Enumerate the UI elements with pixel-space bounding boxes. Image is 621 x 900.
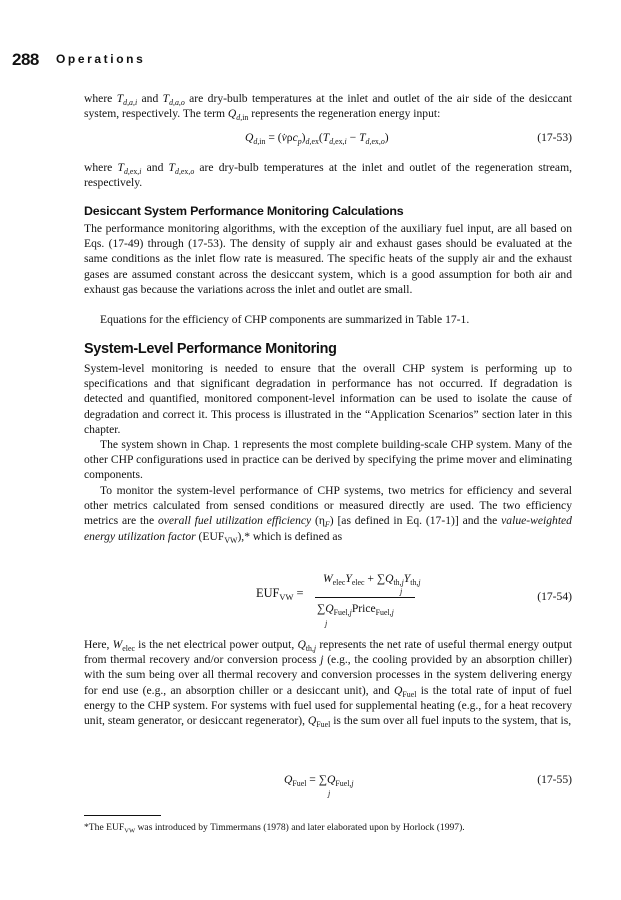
equation-17-54-denominator: $\sum Q_{Fuel,j}Price_{Fuel,j}$ [317,602,394,617]
paragraph-monitoring-algorithms: The performance monitoring algorithms, with the exception of the auxiliary fuel input, are all based on Eqs. (17-49) through (17-53). The density of supply air and exhaust gases should be evaluated at the same conditions as the inlet flow rate is measured. The specific heats of the supply air and the exhaust gases are assumed constant across the desiccant system, which is a good assumption for both air and exhaust gas because the variations across the inlet and outlet are small. [84,222,572,296]
equation-17-55: $Q_{Fuel} = \sum Q_{Fuel,j}$ [284,773,354,788]
paragraph-table-reference: Equations for the efficiency of CHP components are summarized in Table 17-1. [100,313,470,326]
paragraph-temperatures-regeneration: where $T_{d,ex,i}$ and $T_{d,ex,o}$ are dry-bulb temperatures at the inlet and outlet of the regeneration stream, respectively. [84,161,572,190]
page-number: 288 [12,50,39,69]
equation-17-53: $Q_{d,in}$ = $(v̇\rho c_p)_{d,ex}(T_{d,ex,i} - T_{d,ex,o})$ [245,131,389,146]
equation-17-54-sum-index-top: j [400,587,403,596]
equation-17-54-lhs: $EUF_{VW}$ = [256,586,304,602]
paragraph-chp-configurations: The system shown in Chap. 1 represents the most complete building-scale CHP system. Many of the other CHP configurations used in practice can be derived by specifying the prime mover and eliminating components. [84,438,572,482]
paragraph-equation-variables: Here, $W_{elec}$ is the net electrical power output, $Q_{th,j}$ represents the net rate of useful thermal energy output from thermal recovery and/or conversion process j (e.g., the cooling provided by an absorption chiller) with the sum being over all thermal recovery and conversion processes in the system delivering energy for end use (e.g., an absorption chiller or a desiccant unit), and $Q_{Fuel}$ is the total rate of input of fuel energy to the CHP system. For systems with fuel used for supplemental heating (e.g., for a heat recovery unit, steam generator, or desiccant regenerator), $Q_{Fuel}$ is the sum over all fuel inputs to the system, that is, [84,638,572,729]
paragraph-temperatures-air-side: where $T_{d,a,i}$ and $T_{d,a,o}$ are dry-bulb temperatures at the inlet and outlet of the air side of the desiccant system, respectively. The term $Q_{d,in}$ represents the regeneration energy input: [84,92,572,122]
equation-17-54-fraction-bar [315,597,415,598]
section-heading-desiccant-monitoring: Desiccant System Performance Monitoring Calculations [84,204,404,218]
equation-17-54-numerator: $W_{elec}Y_{elec} + \sum Q_{th,j}Y_{th,j}$ [323,572,421,587]
equation-17-54-sum-index-bottom: j [325,619,328,628]
equation-number-17-54: (17-54) [537,590,572,603]
equation-17-55-sum-index: j [328,789,331,798]
equation-number-17-53: (17-53) [537,131,572,144]
footnote: *The $EUF_{VW}$ was introduced by Timmermans (1978) and later elaborated upon by Horlock (1997). [84,822,465,835]
chapter-title: Operations [56,52,146,66]
section-heading-system-level: System-Level Performance Monitoring [84,341,337,357]
paragraph-efficiency-metrics: To monitor the system-level performance of CHP systems, two metrics for efficiency and several other metrics calculated from sensed conditions or measured directly are used. The two efficiency metrics are the overall fuel utilization efficiency $(\eta_F)$ [as defined in Eq. (17-1)] and the value-weighted energy utilization factor $(EUF_{VW}),*$ which is defined as [84,484,572,545]
paragraph-system-level-monitoring: System-level monitoring is needed to ensure that the overall CHP system is performing up to specifications and that significant degradation in performance has not occurred. If degradation is detected and quantified, monitored component-level information can be used to isolate the cause of degradation and correct it. This process is illustrated in the “Application Scenarios” section later in this chapter. [84,362,572,436]
equation-number-17-55: (17-55) [537,773,572,786]
footnote-rule [84,815,161,816]
